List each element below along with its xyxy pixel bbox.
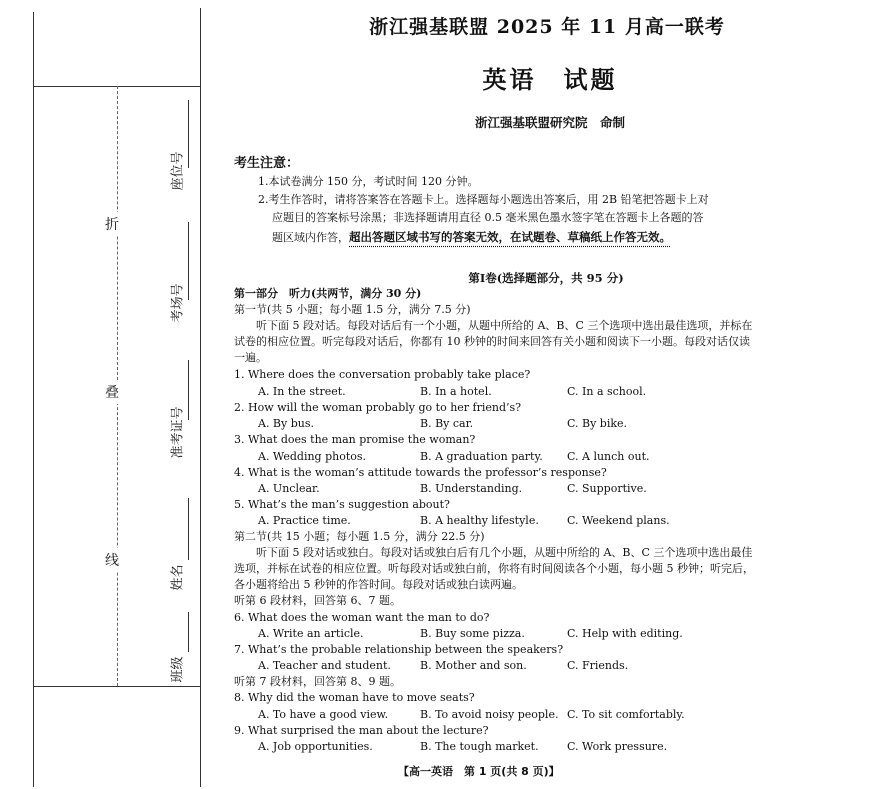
q4-option-c: C. Supportive. [567, 482, 647, 495]
q2-option-b: B. By car. [420, 417, 474, 430]
question-8: 8. Why did the woman have to move seats? [234, 691, 475, 704]
section1-instructions: 听下面 5 段对话。每段对话后有一个小题，从题中所给的 A、B、C 三个选项中选出最佳选项，并标在试卷的相应位置。听完每段对话后，你都有 10 秒钟的时间来回答有关小题和阅读下一小题。每段对话仅读一遍。 [234, 319, 753, 364]
q5-option-a: A. Practice time. [258, 514, 351, 527]
q4-option-a: A. Unclear. [258, 482, 320, 495]
margin-divider-line [200, 8, 201, 787]
q8-option-a: A. To have a good view. [258, 708, 389, 721]
q1-option-c: C. In a school. [567, 385, 647, 398]
q7-option-c: C. Friends. [567, 659, 629, 672]
q8-option-c: C. To sit comfortably. [567, 708, 685, 721]
notice-emphasis: 超出答题区域书写的答案无效，在试题卷、草稿纸上作答无效。 [349, 230, 671, 244]
notice-heading: 考生注意： [234, 156, 300, 171]
q3-option-c: C. A lunch out. [567, 450, 650, 463]
q7-option-b: B. Mother and son. [420, 659, 527, 672]
question-9: 9. What surprised the man about the lecture? [234, 724, 489, 737]
seat-number-label: 座位号 [170, 151, 186, 191]
question-5: 5. What’s the man’s suggestion about? [234, 498, 450, 511]
q6-option-a: A. Write an article. [258, 627, 364, 640]
exam-room-field [160, 222, 200, 342]
exam-title: 浙江强基联盟 2025 年 11 月高一联考 [369, 16, 725, 38]
issuer-line: 浙江强基联盟研究院 命制 [474, 115, 625, 130]
notice-item-1: 1.本试卷满分 150 分，考试时间 120 分钟。 [258, 175, 479, 188]
class-field [160, 612, 200, 702]
admission-number-label: 准考证号 [170, 406, 186, 459]
question-6: 6. What does the woman want the man to do? [234, 611, 490, 624]
exam-room-label: 考场号 [170, 283, 186, 323]
q4-option-b: B. Understanding. [420, 482, 523, 495]
q1-option-a: A. In the street. [258, 385, 346, 398]
question-1: 1. Where does the conversation probably take place? [234, 368, 531, 381]
margin-border-line [33, 12, 34, 787]
volume-heading: 第Ⅰ卷(选择题部分，共 95 分) [468, 271, 624, 285]
q8-option-b: B. To avoid noisy people. [420, 708, 559, 721]
notice-item-2-line-3: 题区域内作答，超出答题区域书写的答案无效，在试题卷、草稿纸上作答无效。 [272, 230, 671, 244]
subject-title: 英语 试题 [482, 65, 618, 94]
fold-char-3: 线 [105, 548, 119, 572]
binding-margin [0, 0, 200, 789]
name-label: 姓名 [170, 564, 186, 591]
material-7-note: 听第 7 段材料，回答第 8、9 题。 [234, 675, 401, 688]
q2-option-c: C. By bike. [567, 417, 628, 430]
part1-heading: 第一部分 听力(共两节，满分 30 分) [234, 287, 422, 300]
seat-number-field [160, 100, 200, 210]
material-6-note: 听第 6 段材料，回答第 6、7 题。 [234, 594, 401, 607]
q3-option-b: B. A graduation party. [420, 450, 543, 463]
question-3: 3. What does the man promise the woman? [234, 433, 476, 446]
q5-option-c: C. Weekend plans. [567, 514, 670, 527]
q7-option-a: A. Teacher and student. [258, 659, 391, 672]
page-footer: 【高一英语 第 1 页(共 8 页)】 [398, 765, 560, 778]
q9-option-a: A. Job opportunities. [258, 740, 373, 753]
notice-item-2-line-1: 2.考生作答时，请将答案答在答题卡上。选择题每小题选出答案后，用 2B 铅笔把答题卡上对 [258, 193, 709, 206]
notice-item-2-line-2: 应题目的答案标号涂黑；非选择题请用直径 0.5 毫米黑色墨水签字笔在答题卡上各题的答 [272, 211, 704, 224]
section2-instructions: 听下面 5 段对话或独白。每段对话或独白后有几个小题，从题中所给的 A、B、C 三个选项中选出最佳选项，并标在试卷的相应位置。听每段对话或独白前，你将有时间阅读各个小题，每小题 5 秒钟；听完后，各小题将给出 5 秒钟的作答时间。每段对话或独白读两遍。 [234, 546, 754, 591]
section2-heading: 第二节(共 15 小题；每小题 1.5 分，满分 22.5 分) [234, 530, 485, 543]
q6-option-b: B. Buy some pizza. [420, 627, 525, 640]
q2-option-a: A. By bus. [258, 417, 314, 430]
q5-option-b: B. A healthy lifestyle. [420, 514, 539, 527]
question-2: 2. How will the woman probably go to her friend’s? [234, 401, 522, 414]
fold-char-1: 折 [105, 212, 119, 236]
class-label: 班级 [170, 656, 186, 683]
q1-option-b: B. In a hotel. [420, 385, 492, 398]
name-field [160, 498, 200, 598]
q9-option-c: C. Work pressure. [567, 740, 668, 753]
question-4: 4. What is the woman’s attitude towards the professor’s response? [234, 466, 607, 479]
section1-heading: 第一节(共 5 小题；每小题 1.5 分，满分 7.5 分) [234, 303, 471, 316]
q3-option-a: A. Wedding photos. [258, 450, 367, 463]
admission-number-field [160, 360, 200, 485]
q9-option-b: B. The tough market. [420, 740, 539, 753]
question-7: 7. What’s the probable relationship between the speakers? [234, 643, 564, 656]
fold-char-2: 叠 [105, 380, 119, 404]
q6-option-c: C. Help with editing. [567, 627, 683, 640]
